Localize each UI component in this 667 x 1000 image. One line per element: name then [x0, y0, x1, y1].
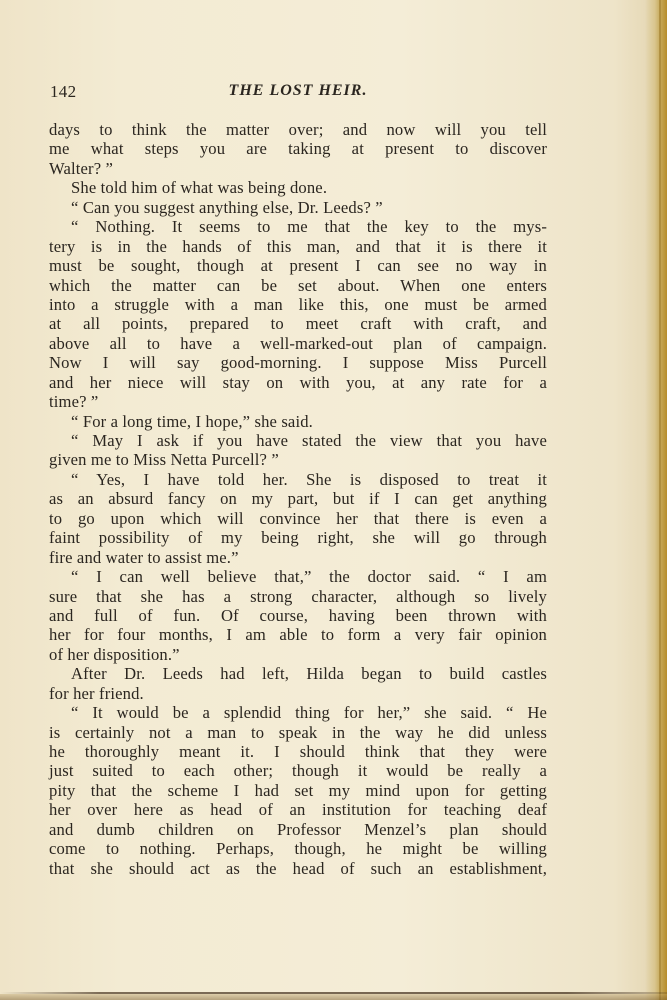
text-line: Now I will say good-morning. I suppose Miss Purcell: [49, 353, 547, 373]
text-line: “ I can well believe that,” the doctor said. “ I am: [71, 567, 547, 587]
text-line: must be sought, though at present I can see no way in: [49, 256, 547, 276]
text-line: and her niece will stay on with you, at any rate for a: [49, 372, 547, 392]
text-line: he thoroughly meant it. I should think that they were: [49, 742, 547, 761]
text-line: and full of fun. Of course, having been thrown with: [49, 605, 547, 625]
bottom-edge-shadow: [0, 994, 667, 1000]
text-line: days to think the matter over; and now will you tell: [49, 120, 547, 139]
text-line: “ Nothing. It seems to me that the key to the mys-: [71, 217, 547, 237]
text-line: me what steps you are taking at present to discover: [49, 139, 547, 159]
page-edge-line: [659, 0, 661, 1000]
text-line: “ Can you suggest anything else, Dr. Leeds? ”: [71, 197, 383, 217]
page-header: [50, 82, 546, 106]
page-number: 142: [50, 82, 77, 101]
text-line: that she should act as the head of such an establishment,: [49, 858, 547, 878]
text-line: She told him of what was being done.: [71, 178, 328, 198]
text-line: “ Yes, I have told her. She is disposed to treat it: [71, 469, 547, 489]
text-line: faint possibility of my being right, she will go through: [49, 528, 547, 548]
text-line: “ For a long time, I hope,” she said.: [71, 411, 313, 431]
text-line: and dumb children on Professor Menzel’s plan should: [49, 819, 547, 839]
text-line: just suited to each other; though it would be really a: [49, 761, 547, 781]
running-title: THE LOST HEIR.: [228, 82, 368, 99]
text-line: as an absurd fancy on my part, but if I can get anything: [49, 489, 547, 509]
text-line: her over here as head of an institution for teaching deaf: [49, 800, 547, 820]
text-line: into a struggle with a man like this, one must be armed: [49, 294, 547, 314]
page-gutter-edge: [645, 0, 667, 1000]
text-line: sure that she has a strong character, although so lively: [49, 586, 547, 606]
text-line: which the matter can be set about. When one enters: [49, 275, 547, 295]
text-line: for her friend.: [49, 683, 144, 703]
body-text: [49, 120, 547, 878]
text-line: is certainly not a man to speak in the way he did unless: [49, 722, 547, 742]
text-line: her for four months, I am able to form a very fair opinion: [49, 625, 547, 645]
text-line: pity that the scheme I had set my mind upon for getting: [49, 780, 547, 800]
text-line: at all points, prepared to meet craft with craft, and: [49, 314, 547, 334]
text-line: to go upon which will convince her that there is even a: [49, 508, 547, 528]
text-line: “ It would be a splendid thing for her,” she said. “ He: [71, 703, 547, 723]
text-line: fire and water to assist me.”: [49, 547, 239, 567]
text-line: Walter? ”: [49, 158, 114, 178]
text-line: given me to Miss Netta Purcell? ”: [49, 450, 279, 470]
text-line: After Dr. Leeds had left, Hilda began to build castles: [71, 664, 547, 684]
text-line: above all to have a well-marked-out plan of campaign.: [49, 333, 547, 353]
text-line: tery is in the hands of this man, and that it is there it: [49, 236, 547, 256]
text-line: of her disposition.”: [49, 644, 180, 664]
text-line: time? ”: [49, 392, 99, 412]
text-line: “ May I ask if you have stated the view that you have: [71, 431, 547, 450]
text-line: come to nothing. Perhaps, though, he might be willing: [49, 839, 547, 859]
